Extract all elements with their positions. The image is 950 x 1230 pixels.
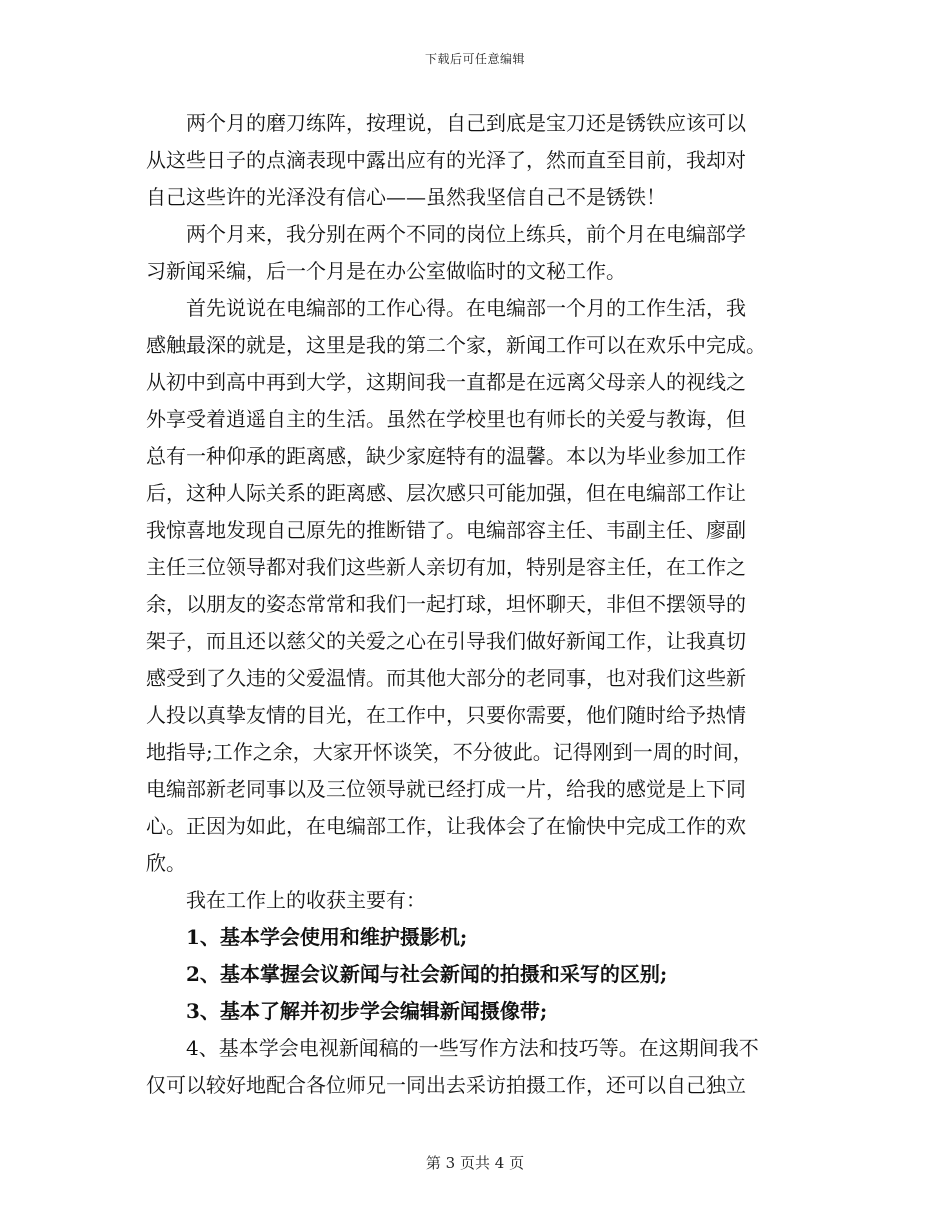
text-line: 人投以真挚友情的目光，在工作中，只要你需要，他们随时给予热情 <box>146 703 746 727</box>
text-line: 感受到了久违的父爱温情。而其他大部分的老同事，也对我们这些新 <box>146 666 746 690</box>
text-line: 地指导;工作之余，大家开怀谈笑，不分彼此。记得刚到一周的时间， <box>146 740 753 764</box>
list-item: 1、基本学会使用和维护摄影机; <box>186 925 468 949</box>
text-line: 感触最深的就是，这里是我的第二个家，新闻工作可以在欢乐中完成。 <box>146 333 766 357</box>
text-line: 仅可以较好地配合各位师兄一同出去采访拍摄工作，还可以自己独立 <box>146 1073 746 1097</box>
text-line: 心。正因为如此，在电编部工作，让我体会了在愉快中完成工作的欢 <box>146 814 746 838</box>
page-header: 下载后可任意编辑 <box>424 52 525 66</box>
text-line: 后，这种人际关系的距离感、层次感只可能加强，但在电编部工作让 <box>146 481 746 505</box>
text-line: 两个月的磨刀练阵，按理说，自己到底是宝刀还是锈铁应该可以 <box>186 111 746 135</box>
list-item: 3、基本了解并初步学会编辑新闻摄像带; <box>186 999 548 1023</box>
text-line: 自己这些许的光泽没有信心——虽然我坚信自己不是锈铁！ <box>146 185 666 209</box>
document-body <box>146 105 806 1104</box>
text-line: 欣。 <box>146 851 186 875</box>
text-line: 架子，而且还以慈父的关爱之心在引导我们做好新闻工作，让我真切 <box>146 629 746 653</box>
text-line: 我在工作上的收获主要有： <box>186 888 426 912</box>
text-line: 习新闻采编，后一个月是在办公室做临时的文秘工作。 <box>146 259 626 283</box>
page-footer: 第 3 页共 4 页 <box>425 1154 525 1172</box>
list-item: 4、基本学会电视新闻稿的一些写作方法和技巧等。在这期间我不 <box>186 1036 759 1060</box>
text-line: 电编部新老同事以及三位领导就已经打成一片，给我的感觉是上下同 <box>146 777 746 801</box>
text-line: 我惊喜地发现自己原先的推断错了。电编部容主任、韦副主任、廖副 <box>146 518 746 542</box>
list-item: 2、基本掌握会议新闻与社会新闻的拍摄和采写的区别; <box>186 962 668 986</box>
text-line: 首先说说在电编部的工作心得。在电编部一个月的工作生活，我 <box>186 296 746 320</box>
text-line: 余，以朋友的姿态常常和我们一起打球，坦怀聊天，非但不摆领导的 <box>146 592 746 616</box>
text-line: 外享受着逍遥自主的生活。虽然在学校里也有师长的关爱与教诲，但 <box>146 407 746 431</box>
text-line: 两个月来，我分别在两个不同的岗位上练兵，前个月在电编部学 <box>186 222 746 246</box>
text-line: 从初中到高中再到大学，这期间我一直都是在远离父母亲人的视线之 <box>146 370 746 394</box>
text-line: 总有一种仰承的距离感，缺少家庭特有的温馨。本以为毕业参加工作 <box>146 444 746 468</box>
text-line: 从这些日子的点滴表现中露出应有的光泽了，然而直至目前，我却对 <box>146 148 746 172</box>
text-line: 主任三位领导都对我们这些新人亲切有加，特别是容主任，在工作之 <box>146 555 746 579</box>
